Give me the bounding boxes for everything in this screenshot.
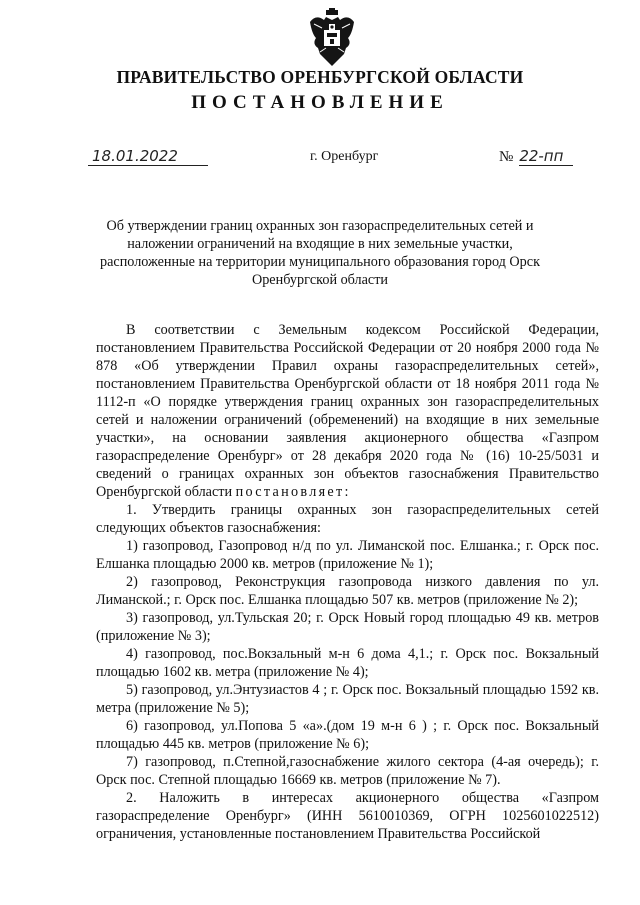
city-name: г. Оренбург xyxy=(310,149,379,164)
list-item: 4) газопровод, пос.Вокзальный м-н 6 дома 4,1.; г. Орск пос. Вокзальный площадью 1602 кв. метра (приложение № 4); xyxy=(96,646,599,680)
decides-phrase: постановляет: xyxy=(235,484,351,500)
decree-number-block xyxy=(499,147,573,166)
document-type-heading: ПОСТАНОВЛЕНИЕ xyxy=(191,92,449,113)
list-item: 1) газопровод, Газопровод н/д по ул. Лиманской пос. Елшанка.; г. Орск пос. Елшанка площадью 2000 кв. метров (приложение № 1); xyxy=(96,538,599,572)
coat-of-arms-emblem xyxy=(306,8,358,68)
preamble-text: В соответствии с Земельным кодексом Российской Федерации, постановлением Правительства Российской Федерации от 20 ноября 2000 года № 878 «Об утверждении Правил охраны газораспределительных сетей», постановлением Правительства Оренбургской области от 18 ноября 2011 года № 1112-п «О порядке утверждения границ охранных зон газораспределительных сетей и наложении ограничений (обременений) на входящие в них земельные участки», на основании заявления акционерного общества «Газпром газораспределение Оренбург» от 28 декабря 2020 года № (16) 10-25/5031 и сведений о границах охранных зон объектов газоснабжения Правительство Оренбургской области xyxy=(96,322,599,500)
number-sign: № xyxy=(499,149,514,165)
decree-body xyxy=(96,321,599,843)
list-item: 6) газопровод, ул.Попова 5 «а».(дом 19 м-н 6 ) ; г. Орск пос. Вокзальный площадью 445 кв. метров (приложение № 6); xyxy=(96,718,599,752)
decree-number: 22-пп xyxy=(519,147,573,166)
decree-date: 18.01.2022 xyxy=(88,147,208,166)
decree-subject: Об утверждении границ охранных зон газораспределительных сетей и наложении ограничений на входящие в них земельные участки, расположенные на территории муниципального образования город Орск Оренбургской области xyxy=(100,218,540,288)
list-item: 5) газопровод, ул.Энтузиастов 4 ; г. Орск пос. Вокзальный площадью 1592 кв. метра (приложение № 5); xyxy=(96,682,599,716)
list-item: 3) газопровод, ул.Тульская 20; г. Орск Новый город площадью 49 кв. метров (приложение № 3); xyxy=(96,610,599,644)
list-item: 2) газопровод, Реконструкция газопровода низкого давления по ул. Лиманской.; г. Орск пос. Елшанка площадью 507 кв. метров (приложение № 2); xyxy=(96,574,599,608)
list-item: 7) газопровод, п.Степной,газоснабжение жилого сектора (4-ая очередь); г. Орск пос. Степной площадью 16669 кв. метров (приложение № 7). xyxy=(96,754,599,788)
government-title: ПРАВИТЕЛЬСТВО ОРЕНБУРГСКОЙ ОБЛАСТИ xyxy=(116,67,524,87)
item-2-paragraph: 2. Наложить в интересах акционерного общества «Газпром газораспределение Оренбург» (ИНН 5610010369, ОГРН 1025601022512) ограничения, установленные постановлением Правительства Российской xyxy=(96,790,599,842)
item-1-paragraph: 1. Утвердить границы охранных зон газораспределительных сетей следующих объектов газоснабжения: xyxy=(96,502,599,536)
preamble-paragraph xyxy=(96,321,599,501)
